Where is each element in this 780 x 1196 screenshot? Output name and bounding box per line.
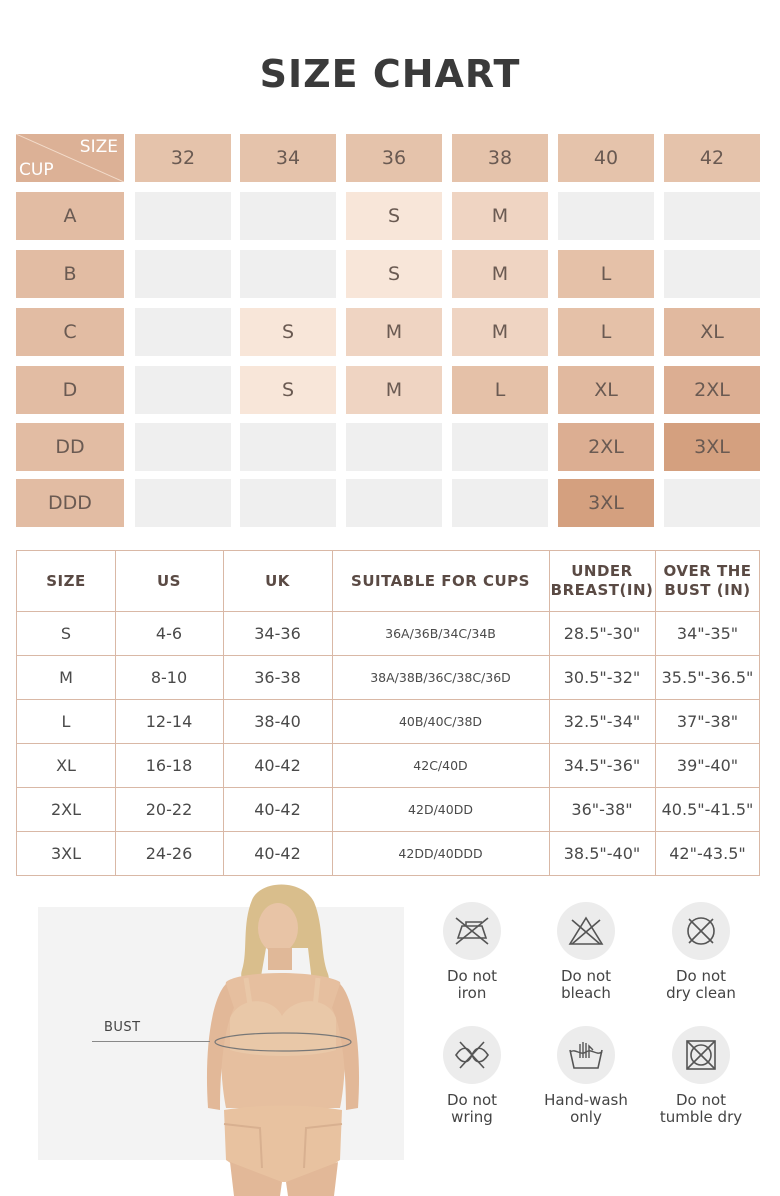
page-title: SIZE CHART	[259, 52, 521, 96]
table-cell: 20-22	[145, 799, 193, 819]
cup-label-d: D	[16, 366, 124, 414]
table-cell: 36A/36B/34C/34B	[385, 625, 496, 641]
care-label: Do not iron	[446, 967, 498, 1002]
table-cell: 32.5"-34"	[563, 711, 641, 731]
do-not-iron-icon	[443, 902, 501, 960]
care-item	[531, 1026, 641, 1126]
size-cell	[346, 479, 442, 527]
size-cell: S	[240, 366, 336, 414]
table-cell: 38.5"-40"	[563, 843, 641, 863]
band-header-34: 34	[240, 134, 336, 182]
table-cell: 3XL	[50, 843, 82, 863]
care-item	[531, 902, 641, 1002]
care-item	[417, 902, 527, 1002]
bust-label: BUST	[104, 1020, 141, 1035]
size-cell	[452, 423, 548, 471]
table-cell: 36"-38"	[571, 799, 633, 819]
size-cell	[135, 366, 231, 414]
size-cell: L	[452, 366, 548, 414]
table-cell: 42"-43.5"	[669, 843, 746, 863]
size-cell	[135, 423, 231, 471]
table-header: SIZE	[46, 571, 86, 590]
table-cell: 30.5"-32"	[563, 667, 641, 687]
size-cell: 2XL	[558, 423, 654, 471]
size-cell: 2XL	[664, 366, 760, 414]
table-cell: 38-40	[254, 711, 301, 731]
table-cell: 40B/40C/38D	[398, 713, 483, 729]
table-cell: 40-42	[254, 755, 301, 775]
size-cell: 3XL	[664, 423, 760, 471]
table-cell: 8-10	[150, 667, 188, 687]
size-cell: S	[346, 192, 442, 240]
table-cell: 35.5"-36.5"	[661, 667, 754, 687]
table-cell: 16-18	[145, 755, 193, 775]
care-item	[646, 1026, 756, 1126]
care-label: Do not bleach	[560, 967, 612, 1002]
size-cell	[240, 192, 336, 240]
table-cell: S	[60, 623, 72, 643]
size-cell	[240, 250, 336, 298]
size-cell: M	[452, 250, 548, 298]
grid-corner-header	[16, 134, 124, 182]
size-cell	[135, 479, 231, 527]
size-cell: S	[346, 250, 442, 298]
band-header-32: 32	[135, 134, 231, 182]
table-cell: 42C/40D	[413, 757, 468, 773]
table-cell: 40.5"-41.5"	[661, 799, 754, 819]
table-cell: 34.5"-36"	[563, 755, 641, 775]
care-item	[417, 1026, 527, 1126]
size-cell	[346, 423, 442, 471]
table-header: OVER THE BUST (IN)	[663, 562, 752, 599]
size-cell	[664, 479, 760, 527]
size-cell	[664, 192, 760, 240]
size-cell: M	[452, 308, 548, 356]
band-header-36: 36	[346, 134, 442, 182]
table-cell: 4-6	[155, 623, 183, 643]
table-cell: 34"-35"	[676, 623, 739, 643]
table-cell: M	[59, 667, 73, 687]
hand-wash-icon	[557, 1026, 615, 1084]
size-cell: XL	[664, 308, 760, 356]
corner-cup-label: CUP	[19, 160, 54, 180]
do-not-dry-clean-icon	[672, 902, 730, 960]
table-cell: 24-26	[145, 843, 193, 863]
do-not-wring-icon	[443, 1026, 501, 1084]
care-item	[646, 902, 756, 1002]
cup-label-b: B	[16, 250, 124, 298]
table-header: SUITABLE FOR CUPS	[351, 571, 530, 590]
table-cell: L	[61, 711, 71, 731]
cup-label-a: A	[16, 192, 124, 240]
cup-label-c: C	[16, 308, 124, 356]
size-cell: L	[558, 250, 654, 298]
band-header-40: 40	[558, 134, 654, 182]
band-header-42: 42	[664, 134, 760, 182]
table-header: UNDER BREAST(IN)	[550, 562, 654, 599]
table-cell: 36-38	[254, 667, 301, 687]
cup-label-dd: DD	[16, 423, 124, 471]
table-cell: 38A/38B/36C/38C/36D	[370, 669, 511, 685]
model-photo	[190, 878, 370, 1196]
size-cell	[452, 479, 548, 527]
size-cell	[240, 479, 336, 527]
table-cell: 40-42	[254, 799, 301, 819]
table-cell: 42D/40DD	[408, 801, 473, 817]
size-cell: L	[558, 308, 654, 356]
size-cell	[558, 192, 654, 240]
care-label: Do not wring	[446, 1091, 498, 1126]
size-cell	[240, 423, 336, 471]
table-cell: 28.5"-30"	[563, 623, 641, 643]
table-cell: 2XL	[50, 799, 82, 819]
table-header: UK	[265, 571, 290, 590]
table-cell: 40-42	[254, 843, 301, 863]
size-cell	[135, 308, 231, 356]
bust-pointer-line	[92, 1041, 210, 1042]
size-cell: M	[346, 366, 442, 414]
table-cell: 39"-40"	[676, 755, 739, 775]
table-header: US	[157, 571, 181, 590]
size-cell: 3XL	[558, 479, 654, 527]
measurement-table	[16, 550, 760, 876]
band-header-38: 38	[452, 134, 548, 182]
corner-size-label: SIZE	[79, 137, 118, 157]
do-not-bleach-icon	[557, 902, 615, 960]
size-cell: XL	[558, 366, 654, 414]
table-cell: 34-36	[254, 623, 301, 643]
size-cell: M	[346, 308, 442, 356]
table-cell: 12-14	[145, 711, 193, 731]
table-cell: 37"-38"	[676, 711, 739, 731]
care-label: Do not dry clean	[666, 967, 736, 1002]
size-cell: S	[240, 308, 336, 356]
care-label: Hand-wash only	[544, 1091, 628, 1126]
size-cell: M	[452, 192, 548, 240]
table-cell: XL	[56, 755, 76, 775]
size-cell	[135, 192, 231, 240]
care-label: Do not tumble dry	[659, 1091, 743, 1126]
size-cell	[664, 250, 760, 298]
do-not-tumble-dry-icon	[672, 1026, 730, 1084]
table-cell: 42DD/40DDD	[398, 845, 483, 861]
cup-label-ddd: DDD	[16, 479, 124, 527]
size-cell	[135, 250, 231, 298]
